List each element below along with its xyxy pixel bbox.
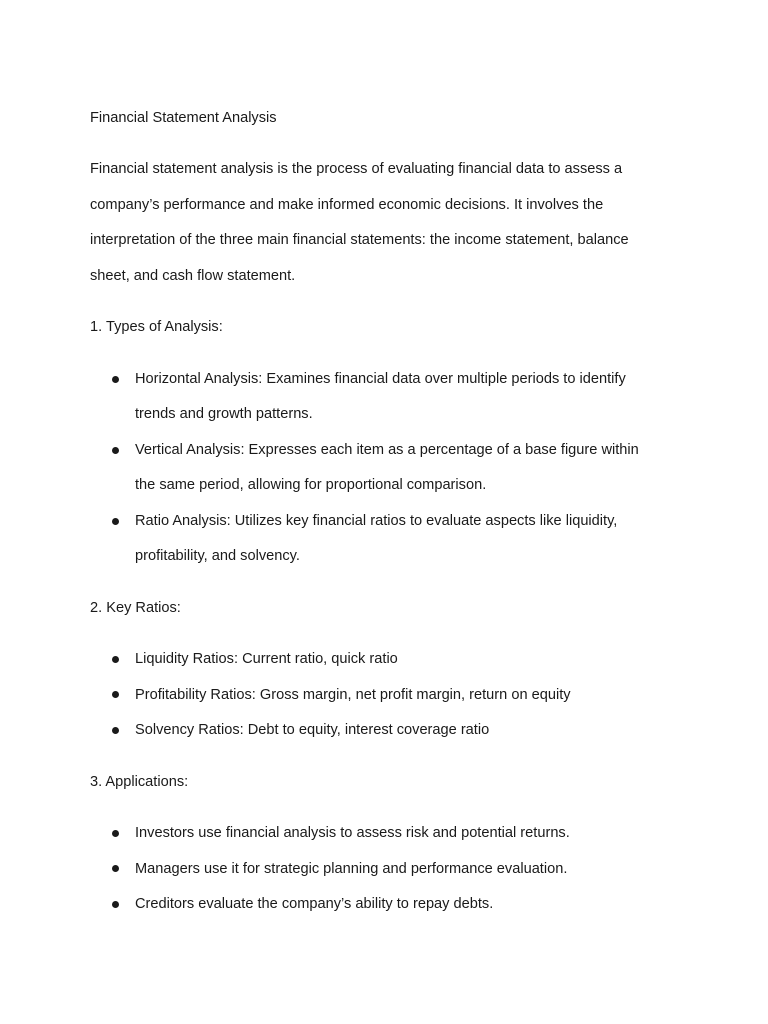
list-item-text: Liquidity Ratios: Current ratio, quick ratio xyxy=(135,651,398,667)
list-item-text: Investors use financial analysis to assess risk and potential returns. xyxy=(135,825,570,841)
section-heading: 3. Applications: xyxy=(90,774,189,790)
bullet-icon xyxy=(112,656,119,663)
document-title: Financial Statement Analysis xyxy=(90,110,277,126)
list-item-text: the same period, allowing for proportional comparison. xyxy=(135,477,487,493)
section-heading: 2. Key Ratios: xyxy=(90,600,181,616)
bullet-icon xyxy=(112,691,119,698)
bullet-icon xyxy=(112,901,119,908)
bullet-icon xyxy=(112,376,119,383)
bullet-icon xyxy=(112,518,119,525)
list-item-text: Vertical Analysis: Expresses each item as a percentage of a base figure within xyxy=(135,442,639,458)
intro-line: Financial statement analysis is the process of evaluating financial data to assess a xyxy=(90,161,623,177)
bullet-icon xyxy=(112,727,119,734)
intro-line: interpretation of the three main financial statements: the income statement, balance xyxy=(90,232,629,248)
bullet-icon xyxy=(112,865,119,872)
list-item-text: Horizontal Analysis: Examines financial data over multiple periods to identify xyxy=(135,371,626,387)
list-item-text: trends and growth patterns. xyxy=(135,406,313,422)
list-item-text: profitability, and solvency. xyxy=(135,548,300,564)
intro-line: sheet, and cash flow statement. xyxy=(90,268,296,284)
intro-line: company’s performance and make informed economic decisions. It involves the xyxy=(90,197,604,213)
list-item-text: Solvency Ratios: Debt to equity, interest coverage ratio xyxy=(135,722,490,738)
list-item-text: Creditors evaluate the company’s ability to repay debts. xyxy=(135,896,494,912)
section-heading: 1. Types of Analysis: xyxy=(90,319,223,335)
bullet-icon xyxy=(112,830,119,837)
list-item-text: Managers use it for strategic planning and performance evaluation. xyxy=(135,861,568,877)
bullet-icon xyxy=(112,447,119,454)
list-item-text: Profitability Ratios: Gross margin, net profit margin, return on equity xyxy=(135,687,571,703)
list-item-text: Ratio Analysis: Utilizes key financial ratios to evaluate aspects like liquidity, xyxy=(135,513,618,529)
